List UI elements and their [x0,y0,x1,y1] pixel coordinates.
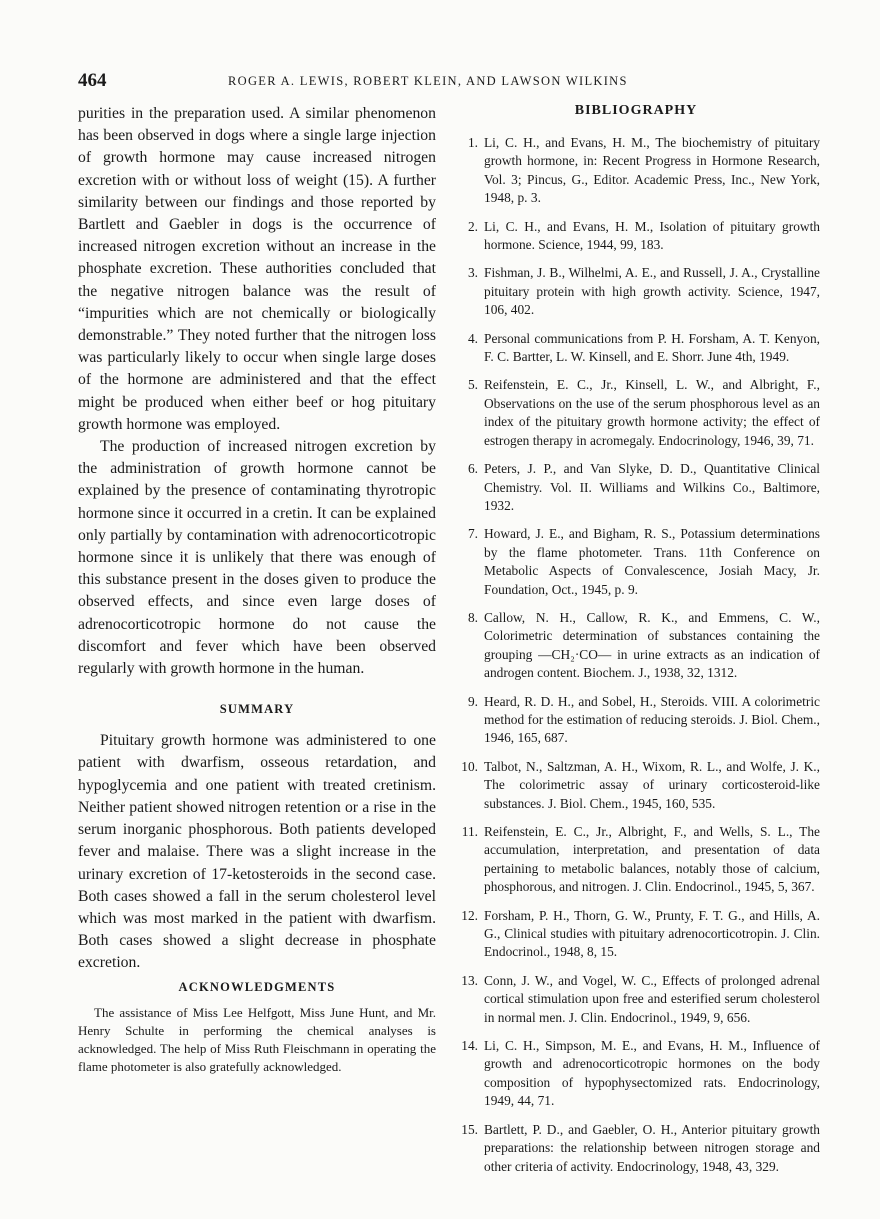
page-number: 464 [78,70,107,91]
page-header [78,70,806,96]
entry-text: Howard, J. E., and Bigham, R. S., Potassium determinations by the flame photometer. Trans. 11th Conference on Metabolic Aspects of Convalescence, Josiah Macy, Jr. Foundation, Oct., 1945, p. 9. [484,526,820,597]
bibliography-entry [452,525,820,599]
entry-text: Peters, J. P., and Van Slyke, D. D., Quantitative Clinical Chemistry. Vol. II. Williams and Wilkins Co., Baltimore, 1932. [484,461,820,513]
summary-heading: SUMMARY [219,702,295,717]
acknowledgments-heading: ACKNOWLEDGMENTS [178,979,336,994]
bibliography-entry [452,609,820,683]
entry-number: 2. [467,218,478,234]
bibliography-entry [452,376,820,450]
body-paragraph-second: The production of increased nitrogen excretion by the administration of growth hormone cannot be explained by the presence of contaminating thyrotropic hormone since it occurred in a cretin. It can be explained only partially by contamination with adrenocorticotropic hormone since it is unlikely that there was enough of this substance present in the doses given to produce the observed effects, and since even large doses of adrenocorticotropic hormone do not cause the discomfort and fever which have been observed regularly with growth hormone in the human. [78,438,436,678]
entry-number: 14. [461,1038,478,1054]
bibliography-entry [452,972,820,1027]
bibliography-entry [452,264,820,319]
entry-number: 11. [461,824,478,839]
bibliography-entry [452,823,820,897]
bibliography-entry [452,460,820,515]
bibliography-heading: BIBLIOGRAPHY [574,103,698,118]
bibliography-entry [452,330,820,367]
left-column [78,103,436,1077]
summary-paragraph: Pituitary growth hormone was administered to one patient with dwarfism, osseous retardation, and hypoglycemia and one patient with treated cretinism. Neither patient showed nitrogen retention or a rise in the serum inorganic phosphorous. Both patients developed fever and malaise. There was a slight increase in the urinary excretion of 17-ketosteroids in the second case. Both cases showed a fall in the serum cholesterol level which was most marked in the patient with dwarfism. Both cases showed a slight decrease in phosphate excretion. [78,732,436,972]
bibliography-entry [452,1037,820,1111]
entry-text: Fishman, J. B., Wilhelmi, A. E., and Russell, J. A., Crystalline pituitary protein with high growth activity. Science, 1947, 106, 402. [484,265,820,318]
bibliography-entry [452,218,820,255]
bibliography-entry [452,758,820,813]
bibliography-list [452,134,820,1176]
acknowledgments-paragraph: The assistance of Miss Lee Helfgott, Miss June Hunt, and Mr. Henry Schulte in performing the chemical analyses is acknowledged. The help of Miss Ruth Fleischmann in operating the flame photometer is also gratefully acknowledged. [78,1004,436,1075]
bibliography-entry [452,134,820,208]
entry-text: Li, C. H., and Evans, H. M., The biochemistry of pituitary growth hormone, in: Recent Progress in Hormone Research, Vol. 3; Pincus, G., Editor. Academic Press, Inc., New York, 1948, p. 3. [484,135,820,206]
entry-text: Reifenstein, E. C., Jr., Albright, F., and Wells, S. L., The accumulation, interpretation, and presentation of data pertaining to metabolic balances, notably those of calcium, phosphorous, and nitrogen. J. Clin. Endocrinol., 1945, 5, 367. [484,824,820,895]
entry-text: Bartlett, P. D., and Gaebler, O. H., Anterior pituitary growth preparations: the relationship between nitrogen storage and other criteria of activity. Endocrinology, 1948, 43, 329. [484,1121,820,1174]
entry-text: Reifenstein, E. C., Jr., Kinsell, L. W., and Albright, F., Observations on the use of the serum phosphorous level as an index of the pituitary growth hormone activity; the effect of estrogen therapy in acromegaly. Endocrinology, 1946, 39, 71. [484,377,820,448]
entry-number: 9. [467,693,478,709]
entry-number: 3. [467,265,478,281]
entry-number: 12. [461,907,478,923]
entry-text: Heard, R. D. H., and Sobel, H., Steroids. VIII. A colorimetric method for the estimation of reducing steroids. J. Biol. Chem., 1946, 165, 687. [484,693,820,746]
entry-text: Li, C. H., Simpson, M. E., and Evans, H. M., Influence of growth and adrenocorticotropic hormones on the body composition of hypophysectomized rats. Endocrinology, 1949, 44, 71. [484,1038,820,1109]
entry-text: Li, C. H., and Evans, H. M., Isolation of pituitary growth hormone. Science, 1944, 99, 183. [484,218,820,253]
running-head: ROGER A. LEWIS, ROBERT KLEIN, AND LAWSON WILKINS [228,74,628,88]
bibliography-entry [452,1121,820,1176]
right-column [452,103,820,1186]
entry-number: 6. [467,461,478,477]
entry-text: Conn, J. W., and Vogel, W. C., Effects of prolonged adrenal cortical stimulation upon free and esterified serum cholesterol in normal men. J. Clin. Endocrinol., 1949, 9, 656. [484,972,820,1025]
entry-number: 4. [467,330,478,346]
bibliography-entry [452,693,820,748]
entry-text: Talbot, N., Saltzman, A. H., Wixom, R. L., and Wolfe, J. K., The colorimetric assay of urinary corticosteroid-like substances. J. Biol. Chem., 1945, 160, 535. [484,758,820,811]
bibliography-entry [452,907,820,962]
body-paragraph-continued: purities in the preparation used. A similar phenomenon has been observed in dogs where a single large injection of growth hormone may cause increased nitrogen excretion with or without loss of weight (15). A further similarity between our findings and those reported by Bartlett and Gaebler in dogs is the occurrence of increased nitrogen excretion without an increase in the phosphate excretion. These authorities concluded that the negative nitrogen balance was the result of “impurities which are not chemically or biologically demonstrable.” They noted further that the nitrogen loss was particularly likely to occur when single large doses of the hormone are administered and that the effect might be produced when either beef or hog pituitary growth hormone was employed. [78,105,436,433]
entry-text: Personal communications from P. H. Forsham, A. T. Kenyon, F. C. Bartter, L. W. Kinsell, and E. Shorr. June 4th, 1949. [484,330,820,365]
entry-number: 15. [461,1121,478,1137]
entry-text: Forsham, P. H., Thorn, G. W., Prunty, F. T. G., and Hills, A. G., Clinical studies with pituitary adrenocorticotropin. J. Clin. Endocrinol., 1948, 8, 15. [484,907,820,960]
entry-number: 5. [467,377,478,393]
entry-number: 10. [461,758,478,774]
entry-number: 7. [467,526,478,542]
entry-text: Callow, N. H., Callow, R. K., and Emmens, C. W., Colorimetric determination of substances containing the grouping —CH₂·CO— in urine extracts as an indication of androgen content. Biochem. J., 1938, 32, 1312. [484,609,820,681]
entry-number: 13. [461,972,478,988]
entry-number: 8. [467,609,478,625]
entry-number: 1. [467,135,478,150]
